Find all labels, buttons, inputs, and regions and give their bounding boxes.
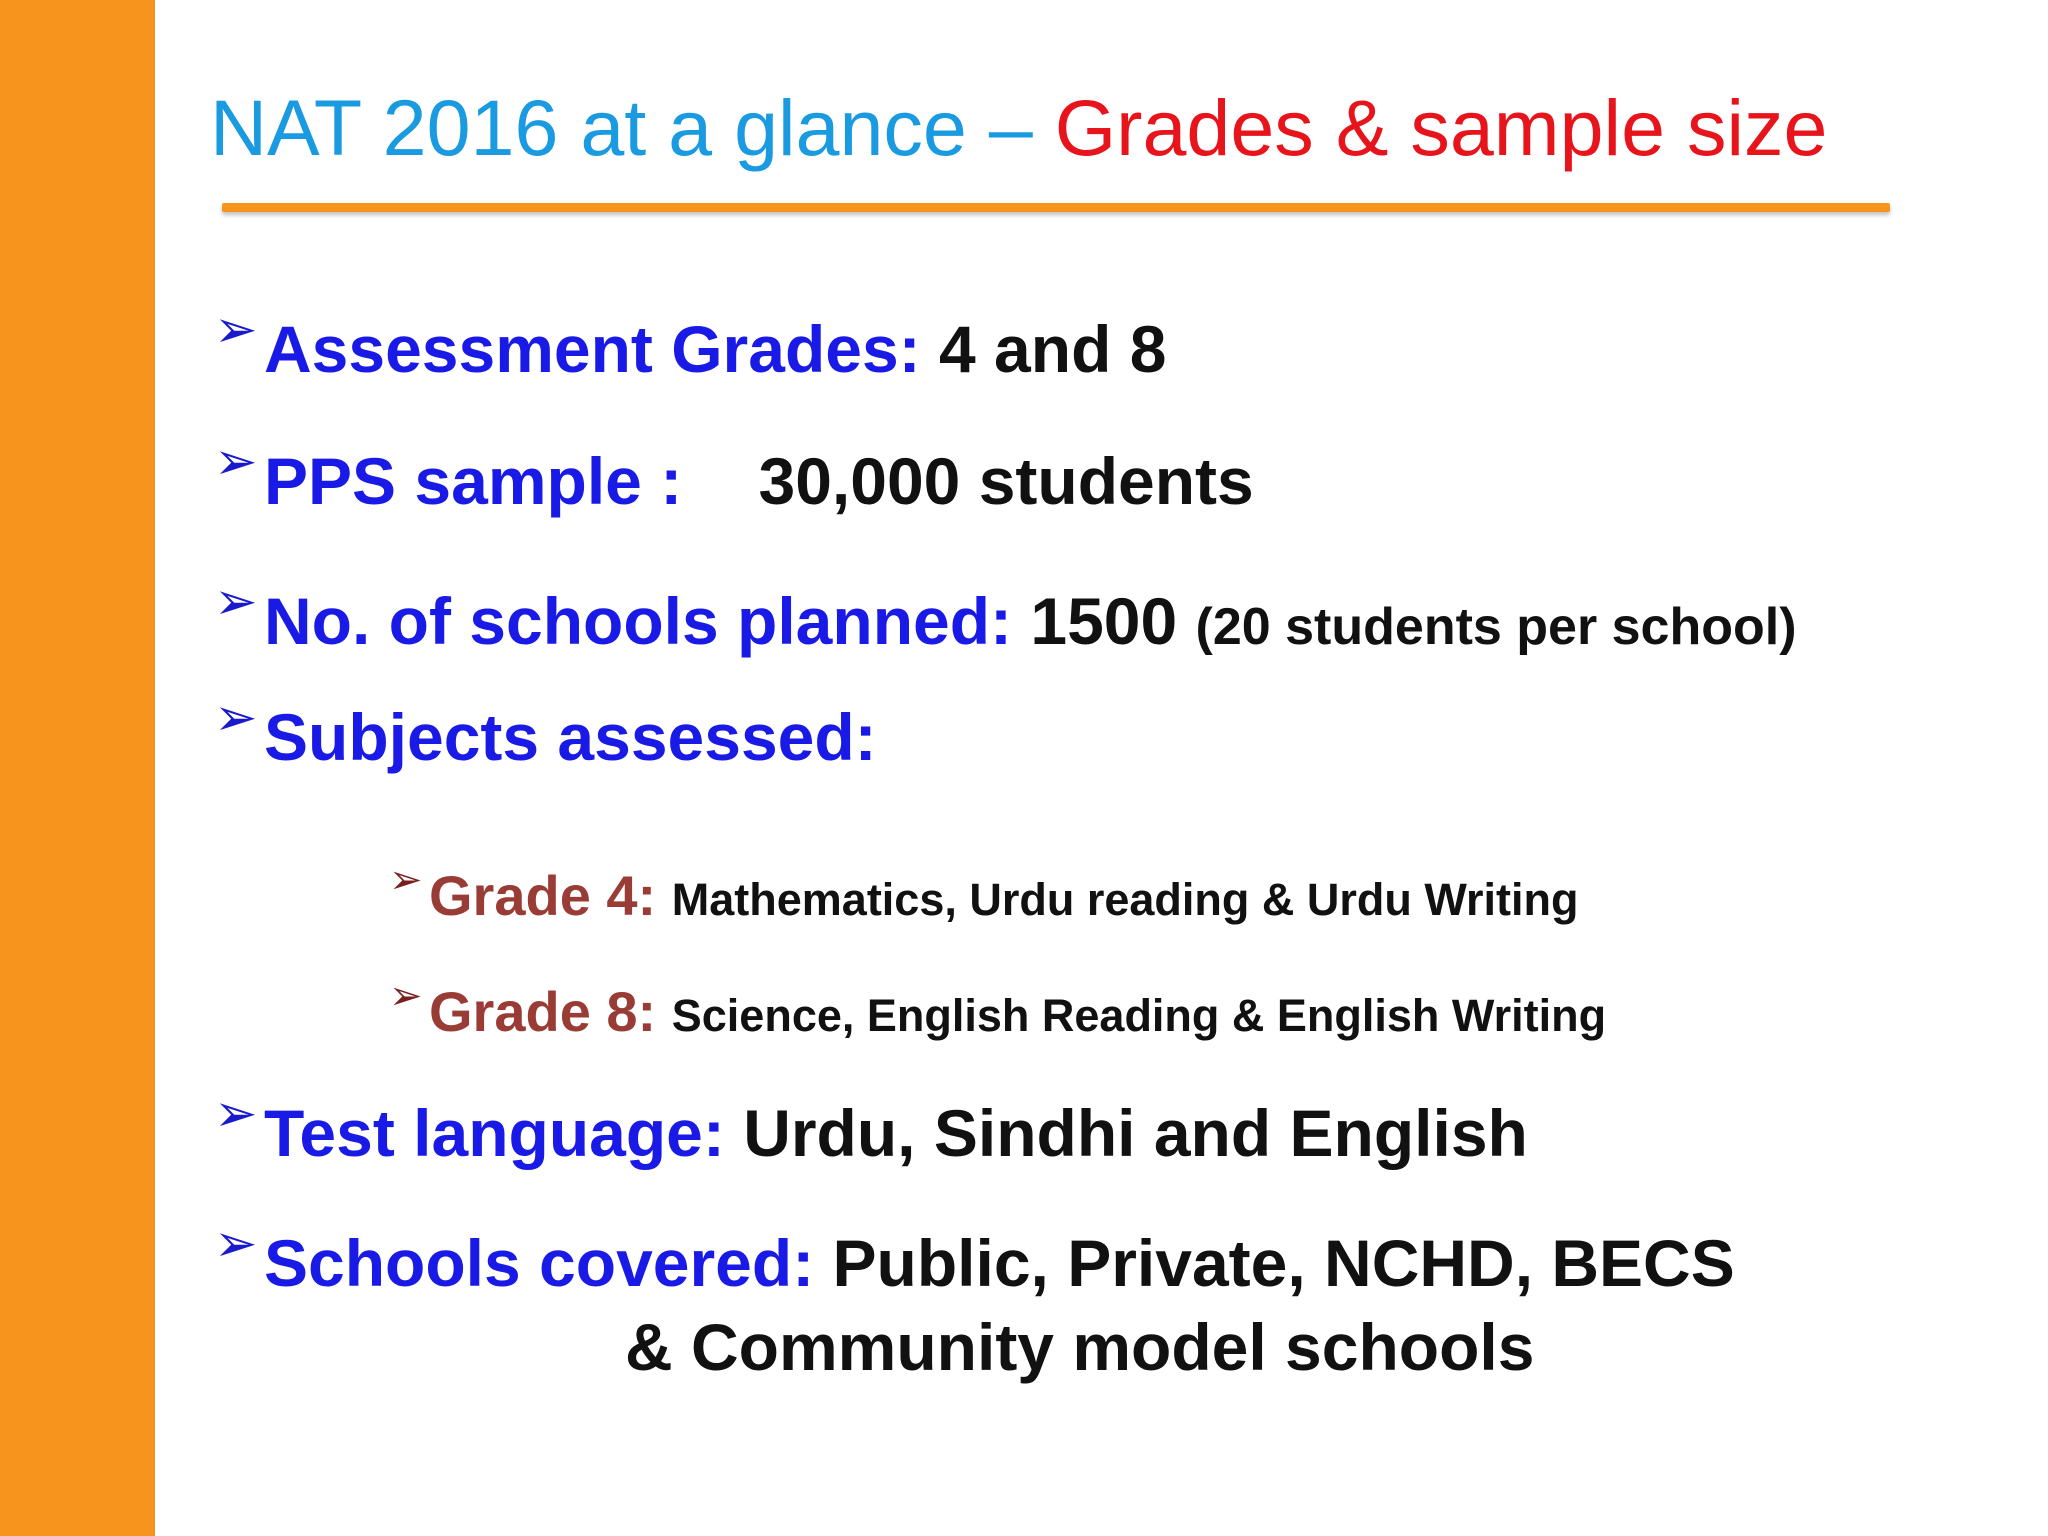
subbullet-grade-8: [389, 974, 1607, 1043]
bullet-value: Public, Private, NCHD, BECS: [832, 1226, 1735, 1300]
title-underline: [222, 203, 1890, 212]
arrow-bullet-icon: ➢: [389, 858, 423, 902]
arrow-bullet-icon: ➢: [214, 301, 258, 359]
bullet-label: Schools covered:: [264, 1226, 833, 1300]
bullet-subjects-assessed: [214, 689, 877, 774]
subbullet-value: Science, English Reading & English Writing: [671, 990, 1607, 1041]
subbullet-value: Mathematics, Urdu reading & Urdu Writing: [671, 874, 1579, 925]
slide-title: [210, 83, 1828, 172]
arrow-bullet-icon: ➢: [214, 1215, 258, 1273]
title-part-2: Grades & sample size: [1054, 83, 1828, 172]
bullet-test-language: [214, 1085, 1528, 1170]
subbullet-label: Grade 4:: [429, 864, 672, 927]
bullet-value: Urdu, Sindhi and English: [743, 1096, 1528, 1170]
bullet-pps-sample: [214, 433, 1254, 518]
bullet-value: 4 and 8: [939, 312, 1167, 386]
arrow-bullet-icon: ➢: [214, 573, 258, 631]
bullet-label: PPS sample :: [264, 444, 701, 518]
subbullet-grade-4: [389, 858, 1579, 927]
bullet-label: Test language:: [264, 1096, 744, 1170]
bullet-label: Subjects assessed:: [264, 700, 877, 774]
arrow-bullet-icon: ➢: [214, 433, 258, 491]
bullet-label: No. of schools planned:: [264, 584, 1031, 658]
arrow-bullet-icon: ➢: [389, 974, 423, 1018]
bullet-note: (20 students per school): [1195, 598, 1797, 656]
bullet-value: 30,000 students: [758, 444, 1254, 518]
bullet-schools-covered: [214, 1215, 1735, 1300]
bullet-assessment-grades: [214, 301, 1167, 386]
bullet-label: Assessment Grades:: [264, 312, 939, 386]
arrow-bullet-icon: ➢: [214, 1085, 258, 1143]
subbullet-label: Grade 8:: [429, 980, 672, 1043]
schools-covered-continuation: & Community model schools: [625, 1310, 1535, 1384]
title-part-1: NAT 2016 at a glance –: [210, 83, 1055, 172]
sidebar-accent-bar: [0, 0, 155, 1536]
bullet-value: 1500: [1030, 584, 1178, 658]
bullet-schools-planned: [214, 573, 1797, 658]
arrow-bullet-icon: ➢: [214, 689, 258, 747]
